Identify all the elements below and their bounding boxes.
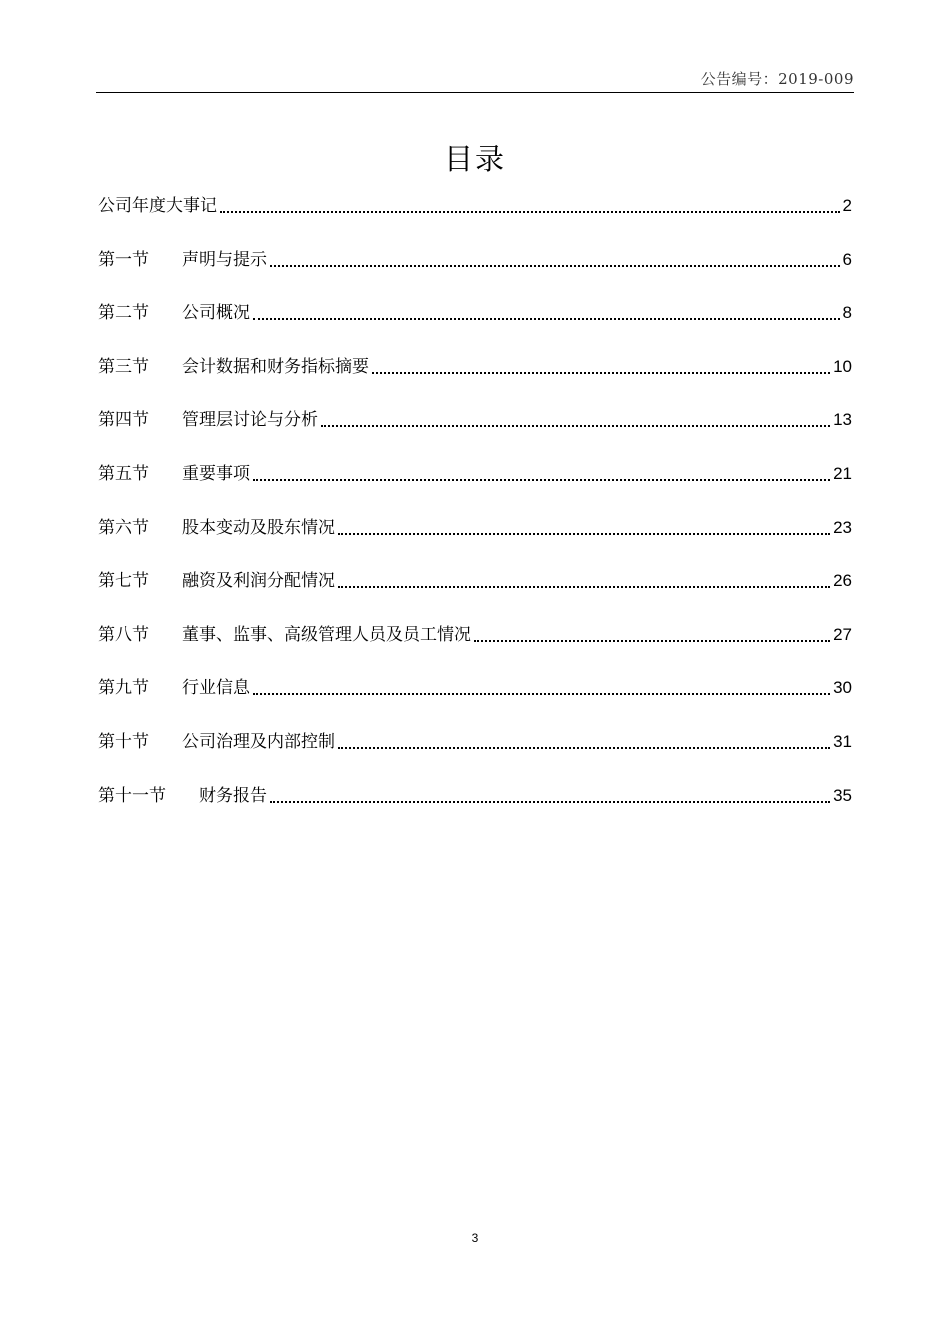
toc-entry-chronicle[interactable] bbox=[98, 193, 852, 247]
toc-entry-section: 第十节 bbox=[98, 731, 149, 752]
toc-entry-name: 会计数据和财务指标摘要 bbox=[182, 356, 369, 377]
toc-dot-leader bbox=[270, 247, 840, 267]
toc-dot-leader bbox=[338, 568, 830, 588]
toc-entry-section-11[interactable] bbox=[98, 783, 852, 837]
toc-entry-page: 31 bbox=[833, 731, 852, 751]
notice-number: 公告编号：2019-009 bbox=[700, 70, 854, 88]
toc-entry-section: 第四节 bbox=[98, 410, 149, 431]
toc-entry-name: 融资及利润分配情况 bbox=[182, 571, 335, 592]
toc-entry-section: 第五节 bbox=[98, 463, 149, 484]
toc-entry-name: 财务报告 bbox=[199, 785, 267, 806]
toc-entry-page: 30 bbox=[833, 678, 852, 698]
toc-dot-leader bbox=[270, 783, 830, 803]
toc-dot-leader bbox=[253, 300, 840, 320]
table-of-contents bbox=[98, 193, 852, 836]
toc-entry-page: 26 bbox=[833, 571, 852, 591]
toc-entry-section-6[interactable] bbox=[98, 515, 852, 569]
toc-dot-leader bbox=[372, 354, 830, 374]
toc-entry-section: 第七节 bbox=[98, 571, 149, 592]
toc-entry-name: 公司概况 bbox=[182, 303, 250, 324]
toc-dot-leader bbox=[338, 729, 830, 749]
toc-entry-page: 10 bbox=[833, 356, 852, 376]
toc-entry-name: 管理层讨论与分析 bbox=[182, 410, 318, 431]
toc-entry-section-7[interactable] bbox=[98, 568, 852, 622]
toc-entry-name: 公司年度大事记 bbox=[98, 196, 217, 216]
toc-entry-section: 第一节 bbox=[98, 249, 149, 270]
toc-entry-page: 6 bbox=[842, 249, 852, 269]
toc-entry-section-3[interactable] bbox=[98, 354, 852, 408]
toc-dot-leader bbox=[321, 407, 830, 427]
toc-entry-section-4[interactable] bbox=[98, 407, 852, 461]
toc-entry-section-8[interactable] bbox=[98, 622, 852, 676]
toc-entry-section-1[interactable] bbox=[98, 247, 852, 301]
toc-dot-leader bbox=[474, 622, 830, 642]
toc-dot-leader bbox=[253, 461, 830, 481]
toc-entry-page: 21 bbox=[833, 463, 852, 483]
toc-entry-section: 第二节 bbox=[98, 303, 149, 324]
toc-entry-section: 第八节 bbox=[98, 624, 149, 645]
toc-entry-section-2[interactable] bbox=[98, 300, 852, 354]
toc-entry-name: 重要事项 bbox=[182, 463, 250, 484]
page-header bbox=[96, 62, 854, 93]
toc-entry-page: 35 bbox=[833, 785, 852, 805]
toc-entry-section: 第三节 bbox=[98, 356, 149, 377]
toc-entry-name: 行业信息 bbox=[182, 678, 250, 699]
toc-dot-leader bbox=[220, 193, 840, 213]
toc-entry-section: 第十一节 bbox=[98, 785, 166, 806]
toc-entry-page: 8 bbox=[842, 303, 852, 323]
toc-entry-section: 第六节 bbox=[98, 517, 149, 538]
toc-entry-page: 27 bbox=[833, 624, 852, 644]
page-title: 目录 bbox=[443, 142, 506, 177]
toc-entry-name: 声明与提示 bbox=[182, 249, 267, 270]
toc-entry-section-10[interactable] bbox=[98, 729, 852, 783]
toc-entry-page: 13 bbox=[833, 410, 852, 430]
toc-entry-name: 股本变动及股东情况 bbox=[182, 517, 335, 538]
toc-dot-leader bbox=[253, 675, 830, 695]
toc-entry-section: 第九节 bbox=[98, 678, 149, 699]
toc-entry-name: 公司治理及内部控制 bbox=[182, 731, 335, 752]
page-number: 3 bbox=[471, 1231, 479, 1245]
toc-entry-section-5[interactable] bbox=[98, 461, 852, 515]
toc-entry-name: 董事、监事、高级管理人员及员工情况 bbox=[182, 624, 471, 645]
toc-dot-leader bbox=[338, 515, 830, 535]
toc-entry-page: 2 bbox=[842, 196, 852, 215]
toc-entry-page: 23 bbox=[833, 517, 852, 537]
toc-entry-section-9[interactable] bbox=[98, 675, 852, 729]
